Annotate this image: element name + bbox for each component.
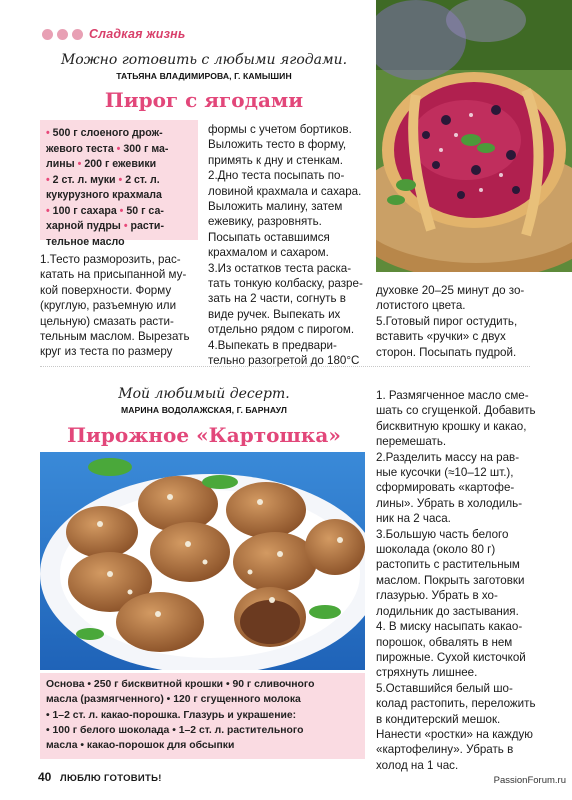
recipe2-title: Пирожное «Картошка» bbox=[67, 423, 341, 447]
recipe1-column2 bbox=[208, 122, 368, 369]
recipe2-author: МАРИНА ВОДОЛАЖСКАЯ, Г. БАРНАУЛ bbox=[120, 405, 288, 415]
pie-photo bbox=[376, 0, 572, 272]
page-number: 40 bbox=[38, 770, 52, 784]
recipe1-title: Пирог с ягодами bbox=[104, 88, 304, 112]
recipe1-column3 bbox=[376, 283, 536, 360]
step-text: 4. В миску насыпать какао-порошок, обвалять в нем пирожные. Сухой кисточкой стряхнуть лишнее. bbox=[376, 620, 526, 680]
recipe1-ingredients: • 500 г слоеного дрож- жевого теста • 300 г ма- лины • 200 г ежевики • 2 ст. л. муки • 2 ст. л. кукурузного крахмала • 100 г сахара • 50 г са- харной пудры • расти- тельное масло bbox=[40, 120, 198, 240]
step-text: 1. Размягченное масло смешать со сгущенкой. Добавить бисквитную крошку и какао, перемешать. bbox=[376, 389, 536, 449]
ingredient-line: 2 ст. л. bbox=[125, 173, 160, 186]
ingredient-line: тельное масло bbox=[46, 235, 125, 248]
recipe2-ingredients bbox=[40, 673, 365, 759]
ingredient-line: 2 ст. л. муки bbox=[52, 173, 116, 186]
step-text: 5.Готовый пирог остудить, вставить «ручки» с двух сторон. Посыпать пудрой. bbox=[376, 314, 518, 359]
step-text: 3.Большую часть белого шоколада (около 80 г) растопить с растительным маслом. Покрыть заготовки глазурью. Убрать в холодильник до застывания. bbox=[376, 527, 525, 618]
ingredient-line: 50 г са- bbox=[126, 204, 164, 217]
ingredient-line: кукурузного крахмала bbox=[46, 189, 162, 201]
section-divider bbox=[40, 366, 530, 367]
decor-dot-1 bbox=[42, 29, 53, 40]
step-text: 2.Дно теста посыпать половиной крахмала и сахара. Выложить малину, затем ежевику, разровнять. Посыпать оставшимся крахмалом и сахаром. bbox=[208, 169, 362, 260]
ingredient-line: лины bbox=[46, 158, 75, 170]
ingredient-line: 300 г ма- bbox=[123, 142, 169, 155]
magazine-name: ЛЮБЛЮ ГОТОВИТЬ! bbox=[60, 773, 162, 784]
step-text: 4.Выпекать в предварительно разогретой до 180°C bbox=[208, 338, 360, 368]
step-text: 1.Тесто разморозить, раскатать на присыпанной мукой поверхности. Форму (круглую, разъемную или цельную) смазать растительным маслом. Вырезать круг из теста по размеру bbox=[40, 253, 190, 359]
step-text: формы с учетом бортиков. Выложить тесто в форму, примять к дну и стенкам. bbox=[208, 123, 352, 167]
recipe1-step1 bbox=[40, 252, 200, 360]
potato-cake-photo bbox=[40, 452, 365, 670]
step-text: духовке 20–25 минут до золотистого цвета. bbox=[376, 284, 525, 313]
ingredient-line: жевого теста bbox=[46, 142, 114, 155]
step-text: 2.Разделить массу на равные кусочки (≈10–12 шт.), сформировать «картофелины». Убрать в холодильник на 2 часа. bbox=[376, 450, 523, 526]
decor-dot-2 bbox=[57, 29, 68, 40]
ingredient-line: • 1–2 ст. л. какао-порошка. Глазурь и украшение: bbox=[46, 709, 297, 721]
decor-dot-3 bbox=[72, 29, 83, 40]
section-title: Сладкая жизнь bbox=[89, 27, 186, 41]
step-text: 5.Оставшийся белый шоколад растопить, переложить в кондитерский мешок. Нанести «ростки» на каждую «картофелину». Убрать в холод на 1 час. bbox=[376, 681, 536, 772]
ingredient-line: масла (размягченного) • 120 г сгущенного молока bbox=[46, 694, 301, 706]
ingredient-line: Основа • 250 г бисквитной крошки • 90 г сливочного bbox=[46, 679, 315, 690]
step-text: 3.Из остатков теста раскатать тонкую колбаску, разрезать на 2 части, согнуть в виде ручек. Выпекать их отдельно рядом с пирогом. bbox=[208, 261, 363, 337]
ingredient-line: 100 г сахара bbox=[52, 204, 117, 217]
recipe2-tagline: Мой любимый десерт. bbox=[118, 386, 290, 402]
ingredient-line: харной пудры bbox=[46, 220, 121, 232]
recipe1-author: ТАТЬЯНА ВЛАДИМИРОВА, Г. КАМЫШИН bbox=[116, 71, 292, 81]
ingredient-line: расти- bbox=[130, 220, 164, 232]
ingredient-line: 500 г слоеного дрож- bbox=[52, 127, 163, 139]
ingredient-line: • 100 г белого шоколада • 1–2 ст. л. растительного bbox=[46, 724, 304, 736]
watermark: PassionForum.ru bbox=[493, 775, 566, 786]
recipe1-tagline: Можно готовить с любыми ягодами. bbox=[60, 52, 348, 68]
recipe2-steps bbox=[376, 388, 536, 773]
ingredient-line: 200 г ежевики bbox=[84, 158, 157, 170]
ingredient-line: масла • какао-порошок для обсыпки bbox=[46, 740, 235, 752]
